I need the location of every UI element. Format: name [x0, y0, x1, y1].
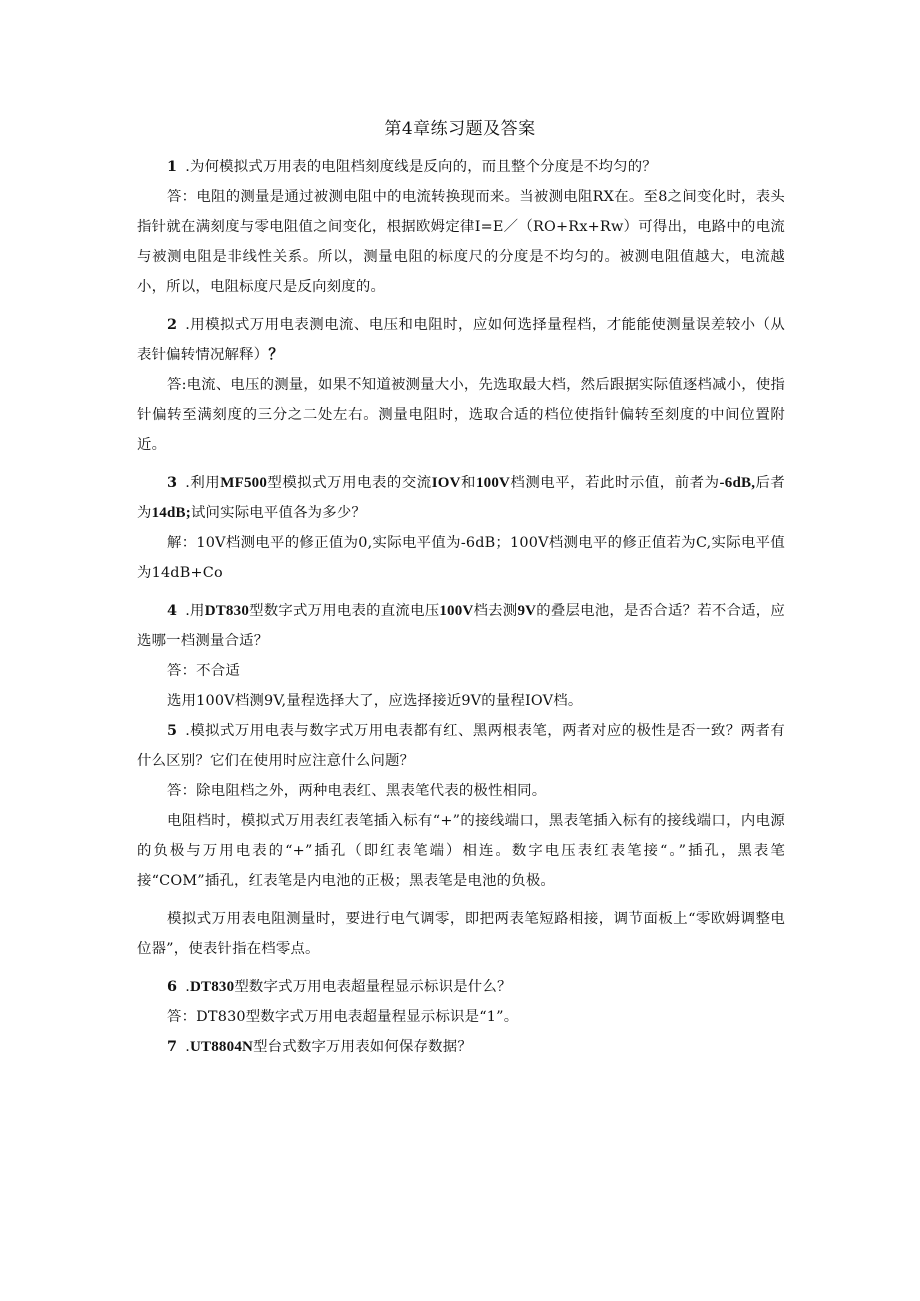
question-4: [137, 596, 785, 656]
question-number: 3: [167, 474, 178, 491]
model-dt830: DT830: [190, 979, 235, 995]
question-2: [137, 310, 785, 370]
question-7: [137, 1032, 785, 1062]
question-text: 和: [460, 475, 476, 491]
range-10v: IOV: [431, 475, 461, 491]
answer-3-para-1: 解：10V档测电平的修正值为0,实际电平值为-6dB；100V档测电平的修正值若为C,实际电平值为14dB+Co: [137, 535, 785, 581]
answer-6-para-1: 答：DT830型数字式万用电表超量程显示标识是“1”。: [167, 1009, 519, 1025]
question-number: 2: [167, 316, 178, 333]
question-text: .: [185, 979, 190, 995]
question-text: .用: [185, 603, 205, 619]
answer-5-para-3: 模拟式万用表电阻测量时，要进行电气调零，即把两表笔短路相接，调节面板上“零欧姆调整电位器”，使表针指在档零点。: [137, 911, 785, 957]
answer-5-para-1: 答：除电阻档之外，两种电表红、黑表笔代表的极性相同。: [167, 783, 547, 799]
question-text: 试问实际电平值各为多少？: [190, 505, 367, 521]
answer-4-para-2: 选用100V档测9V,量程选择大了，应选择接近9V的量程IOV档。: [167, 693, 583, 709]
question-text: 档去测: [473, 603, 518, 619]
question-number: 4: [167, 602, 178, 619]
document-body: [137, 152, 785, 1062]
question-6: [137, 972, 785, 1002]
question-1: [137, 152, 785, 182]
question-text: .为何模拟式万用表的电阻档刻度线是反向的，而且整个分度是不均匀的？: [185, 159, 657, 175]
model-dt830: DT830: [204, 603, 250, 619]
question-text: 档测电平，若此时示值，前者为: [510, 475, 720, 491]
model-ut8804n: UT8804N: [190, 1039, 254, 1055]
question-text: 型数字式万用电表的直流电压: [249, 603, 440, 619]
model-mf500: MF500: [220, 475, 268, 491]
question-number: 5: [167, 722, 178, 739]
question-text: 的叠层电池，是否合适？若不合适，应选哪一档测量合适？: [137, 603, 785, 649]
range-100v: 100V: [475, 475, 511, 491]
question-text: 型数字式万用电表超量程显示标识是什么？: [234, 979, 512, 995]
answer-1-para-1: 答：电阻的测量是通过被测电阻中的电流转换现而来。当被测电阻RX在。至8之间变化时，表头指针就在满刻度与零电阻值之间变化，根据欧姆定律I=E／（RO+Rx+Rw）可得出，电路中的电流与被测电阻是非线性关系。所以，测量电阻的标度尺的分度是不均匀的。被测电阻值越大，电流越小，所以，电阻标度尺是反向刻度的。: [137, 189, 785, 295]
question-text: 型模拟式万用电表的交流: [267, 475, 432, 491]
answer-5-para-2: 电阻档时，模拟式万用表红表笔插入标有“+”的接线端口，黑表笔插入标有的接线端口，内电源的负极与万用电表的“+”插孔（即红表笔端）相连。数字电压表红表笔接“。”插孔，黑表笔接“COM”插孔，红表笔是内电池的正极；黑表笔是电池的负极。: [137, 813, 785, 889]
question-text: .模拟式万用电表与数字式万用电表都有红、黑两根表笔，两者对应的极性是否一致？两者有什么区别？它们在使用时应注意什么问题？: [137, 723, 785, 769]
question-number: 1: [167, 158, 178, 175]
question-mark: ？: [268, 347, 284, 363]
value-14db: 14dB;: [151, 505, 191, 521]
question-number: 6: [167, 978, 178, 995]
question-text: .用模拟式万用电表测电流、电压和电阻时，应如何选择量程档，才能能使测量误差较小（从表针偏转情况解释）: [137, 317, 785, 363]
question-text: 后者为: [137, 475, 786, 521]
range-100v: 100V: [439, 603, 474, 619]
page-title: 第4章练习题及答案: [384, 119, 536, 139]
answer-4-para-1: 答：不合适: [167, 663, 240, 679]
answer-2-para-1: 答:电流、电压的测量，如果不知道被测量大小，先选取最大档，然后跟据实际值逐档减小，使指针偏转至满刻度的三分之二处左右。测量电阻时，选取合适的档位使指针偏转至刻度的中间位置附近。: [137, 377, 785, 453]
question-text: .利用: [185, 475, 221, 491]
value-minus-6db: -6dB,: [719, 475, 756, 491]
question-text: .: [185, 1039, 190, 1055]
question-text: 型台式数字万用表如何保存数据？: [253, 1039, 472, 1055]
question-number: 7: [167, 1038, 178, 1055]
value-9v: 9V: [517, 603, 537, 619]
question-5: [137, 716, 785, 776]
question-3: [137, 468, 785, 528]
